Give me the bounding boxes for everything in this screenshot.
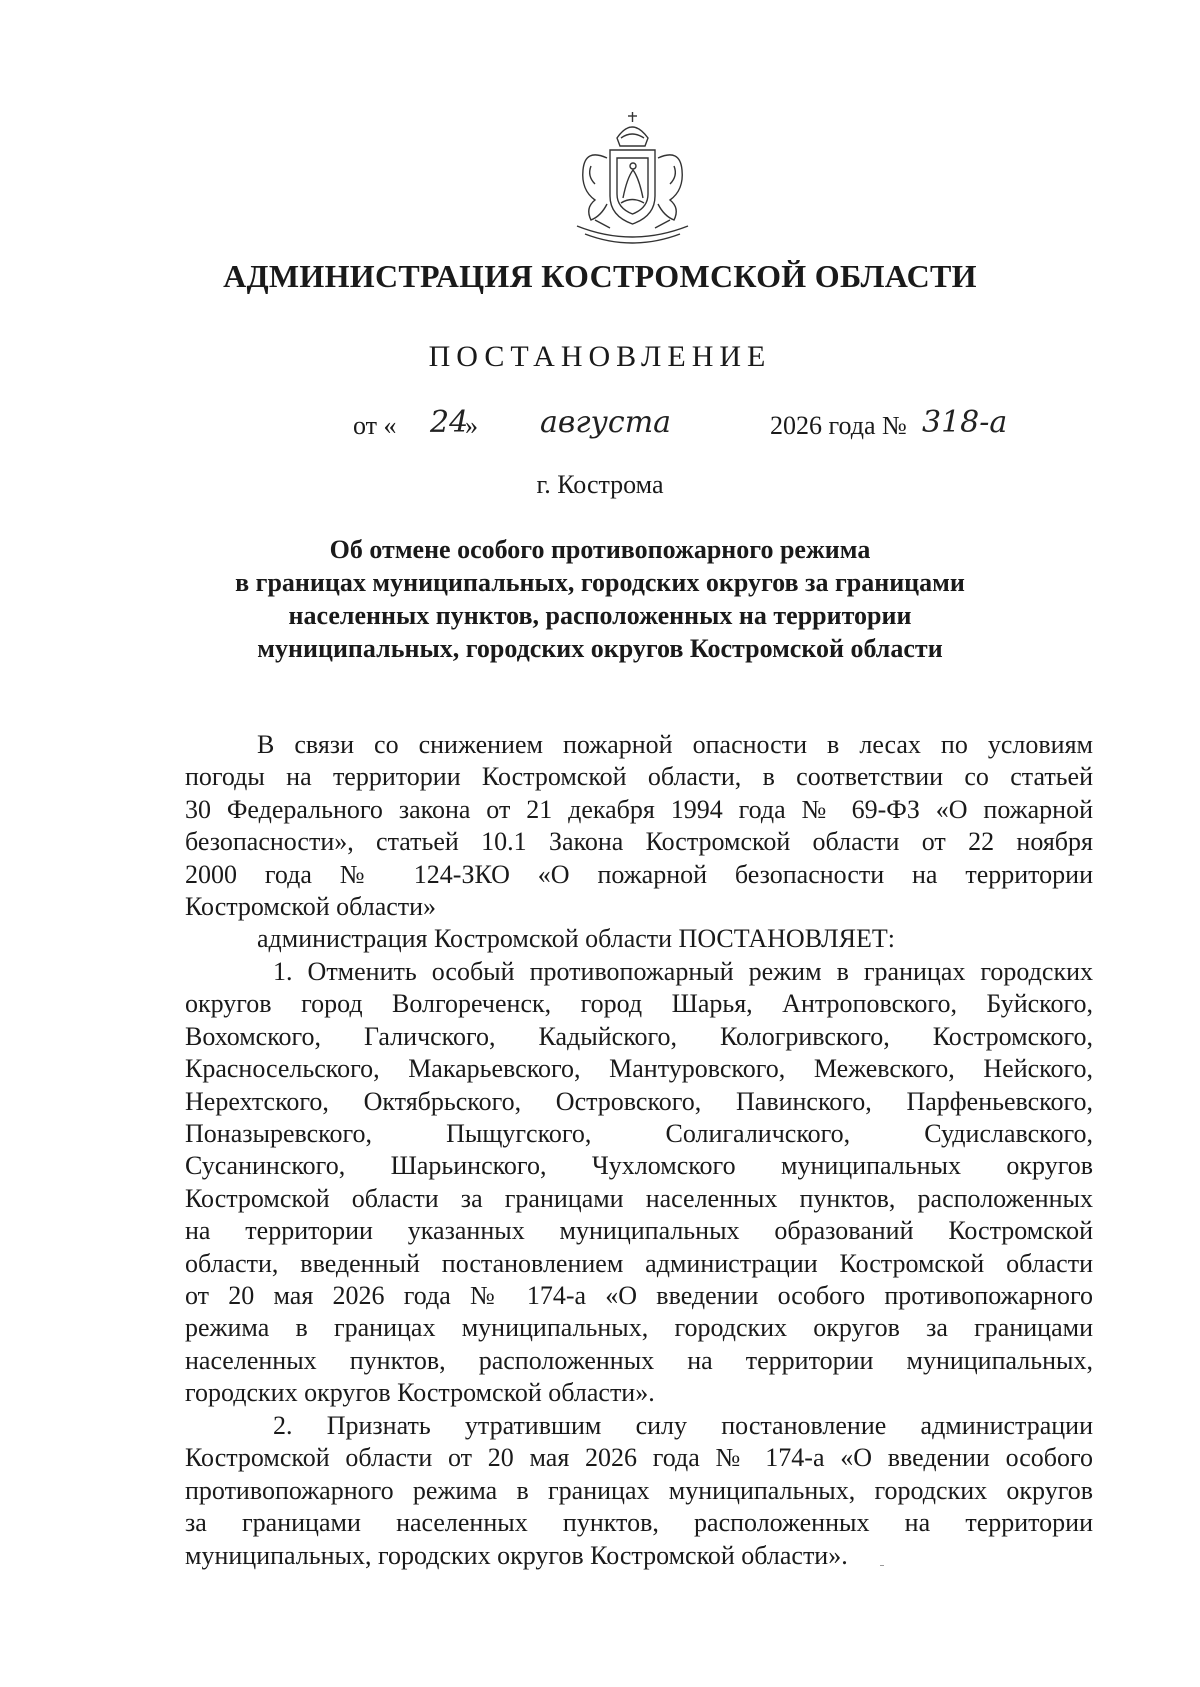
title-line: населенных пунктов, расположенных на территории (288, 601, 912, 630)
text-line: Поназыревского, Пыщугского, Солигаличского, Судиславского, (185, 1119, 1093, 1149)
resolves-line: администрация Костромской области ПОСТАНОВЛЯЕТ: (257, 924, 896, 954)
city-name: г. Кострома (536, 470, 664, 499)
text-line: муниципальных, городских округов Костромской области». (185, 1540, 848, 1570)
document-number: 318-а (922, 405, 1008, 440)
date-prefix: от « (353, 411, 397, 440)
coat-of-arms-icon (555, 108, 710, 253)
date-line (0, 405, 1200, 455)
text-line: 2. Признать утратившим силу постановление администрации (273, 1411, 1093, 1440)
title-line: в границах муниципальных, городских округов за границами (235, 568, 965, 597)
text-line: Костромской области» (185, 892, 437, 922)
text-line: Красносельского, Макарьевского, Мантуровского, Межевского, Нейского, (185, 1054, 1093, 1084)
text-line: за границами населенных пунктов, расположенных на территории (185, 1508, 1093, 1538)
date-close-quote: » (465, 411, 478, 440)
text-line: противопожарного режима в границах муниципальных, городских округов (185, 1475, 1093, 1505)
text-line: Сусанинского, Шарьинского, Чухломского муниципальных округов (185, 1151, 1093, 1181)
text-line: населенных пунктов, расположенных на территории муниципальных, (185, 1345, 1093, 1375)
title-line: муниципальных, городских округов Костромской области (257, 634, 943, 663)
title-line: Об отмене особого противопожарного режима (329, 535, 871, 564)
text-line: 2000 года № 124-ЗКО «О пожарной безопасности на территории (185, 859, 1093, 889)
text-line: режима в границах муниципальных, городских округов за границами (185, 1313, 1093, 1343)
text-line: округов город Волгореченск, город Шарья, Антроповского, Буйского, (185, 989, 1093, 1019)
item-2 (185, 1410, 1093, 1572)
preamble (185, 729, 1093, 956)
date-day: 24 (430, 405, 469, 440)
text-line: Костромской области от 20 мая 2026 года № 174-а «О введении особого (185, 1443, 1093, 1473)
text-line: от 20 мая 2026 года № 174-а «О введении особого противопожарного (185, 1281, 1093, 1311)
text-line: 1. Отменить особый противопожарный режим в границах городских (273, 957, 1093, 986)
text-line: погоды на территории Костромской области, в соответствии со статьей (185, 762, 1093, 792)
text-line: области, введенный постановлением администрации Костромской области (185, 1248, 1093, 1278)
text-line: городских округов Костромской области». (185, 1378, 655, 1408)
text-line: Нерехтского, Октябрьского, Островского, Павинского, Парфеньевского, (185, 1086, 1093, 1116)
text-line: 30 Федерального закона от 21 декабря 1994 года № 69-ФЗ «О пожарной (185, 794, 1093, 824)
page-mark (880, 1565, 884, 1566)
item-1 (185, 956, 1093, 1410)
organization-name: АДМИНИСТРАЦИЯ КОСТРОМСКОЙ ОБЛАСТИ (223, 258, 977, 294)
document-title (0, 533, 1200, 665)
document-type: ПОСТАНОВЛЕНИЕ (428, 340, 772, 373)
text-line: безопасности», статьей 10.1 Закона Костромской области от 22 ноября (185, 827, 1093, 857)
text-line: В связи со снижением пожарной опасности в лесах по условиям (257, 730, 1093, 759)
text-line: Костромской области за границами населенных пунктов, расположенных (185, 1183, 1093, 1213)
date-month: августа (540, 405, 672, 440)
text-line: Вохомского, Галичского, Кадыйского, Кологривского, Костромского, (185, 1021, 1093, 1051)
text-line: на территории указанных муниципальных образований Костромской (185, 1216, 1093, 1246)
date-year: 2026 года № (770, 411, 907, 440)
